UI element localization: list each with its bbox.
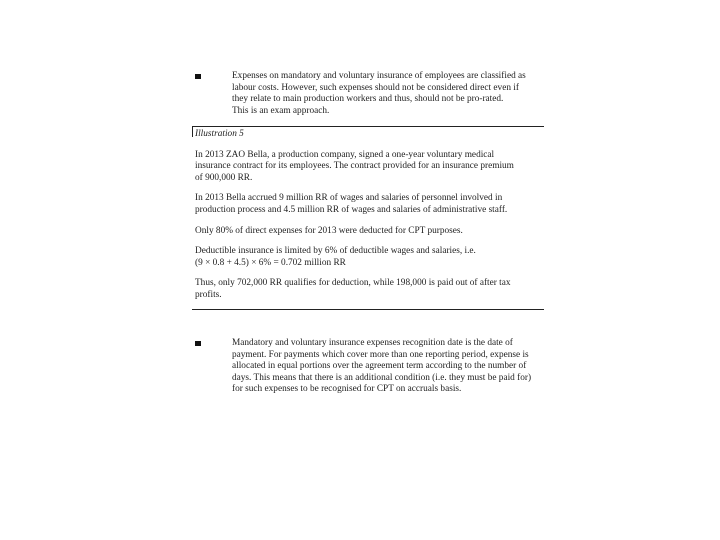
- text-line: production process and 4.5 million RR of wages and salaries of administrative staff.: [195, 204, 508, 215]
- text-line: In 2013 ZAO Bella, a production company, signed a one-year voluntary medical: [195, 149, 495, 160]
- illustration-paragraph: [195, 278, 540, 301]
- illustration-paragraph: [195, 150, 540, 185]
- illustration-title: Illustration 5: [195, 129, 244, 139]
- text-line: of 900,000 RR.: [195, 172, 253, 183]
- text-line: Expenses on mandatory and voluntary insurance of employees are classified as: [232, 71, 526, 81]
- bullet-icon: [195, 74, 201, 79]
- illustration-paragraph: [195, 193, 540, 216]
- text-line: Only 80% of direct expenses for 2013 were deducted for CPT purposes.: [195, 225, 463, 236]
- text-line: they relate to main production workers and thus, should not be pro-rated.: [232, 94, 504, 105]
- text-line: days. This means that there is an additional condition (i.e. they must be paid for): [232, 372, 532, 383]
- text-line: payment. For payments which cover more than one reporting period, expense is: [232, 349, 529, 360]
- text-line: (9 × 0.8 + 4.5) × 6% = 0.702 million RR: [195, 257, 346, 268]
- text-line: for such expenses to be recognised for CPT on accruals basis.: [232, 384, 462, 395]
- text-line: Deductible insurance is limited by 6% of deductible wages and salaries, i.e.: [195, 246, 476, 257]
- illustration-box: [192, 126, 544, 310]
- text-line: insurance contract for its employees. The contract provided for an insurance premium: [195, 161, 514, 172]
- bullet-icon: [195, 341, 201, 346]
- bullet-text: [232, 338, 562, 396]
- text-line: Mandatory and voluntary insurance expenses recognition date is the date of: [232, 338, 513, 348]
- illustration-paragraph: [195, 226, 540, 238]
- illustration-content: [195, 129, 540, 302]
- text-line: In 2013 Bella accrued 9 million RR of wages and salaries of personnel involved in: [195, 193, 503, 204]
- text-line: This is an exam approach.: [232, 105, 330, 116]
- illustration-paragraph: [195, 246, 540, 269]
- text-line: allocated in equal portions over the agreement term according to the number of: [232, 361, 527, 372]
- text-line: Thus, only 702,000 RR qualifies for deduction, while 198,000 is paid out of after tax: [195, 278, 511, 289]
- bullet-text: [232, 71, 562, 117]
- text-line: profits.: [195, 289, 222, 300]
- text-line: labour costs. However, such expenses should not be considered direct even if: [232, 82, 519, 93]
- box-corner-line: [192, 127, 193, 137]
